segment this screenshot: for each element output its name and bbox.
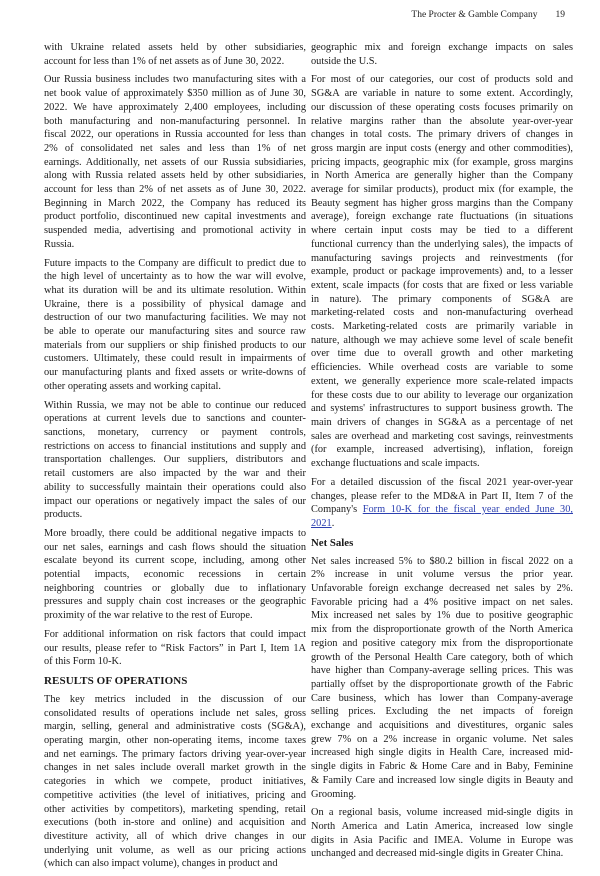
text-line: Future impacts to the Company are difficult to predict due to [44,257,306,269]
text-line: growth of the Personal Health Care category, both of which [311,651,573,663]
text-line: Grooming. [311,788,357,800]
text-line: geographic mix and foreign exchange impacts on sales [311,42,573,53]
text-line: Net sales increased 5% to $80.2 billion in fiscal 2022 on a [311,555,573,567]
text-line: margin, selling, general and administrative costs (SG&A), [44,721,306,733]
text-line: our discussion of these operating costs focuses primarily on [311,101,573,113]
paragraph-cost-drivers [311,73,573,470]
text-line: of this Form 10-K. [44,656,122,668]
text-line: mix from the disproportionate growth of the North America [311,624,573,636]
text-line: neighboring countries or globally due to inflationary [44,582,306,594]
text-line: other activities by competitors), marketing spending, retail [44,803,306,815]
text-line: partially offset by the disproportionate growth of the Fabric [311,678,573,690]
text-line: Unfavorable foreign exchange decreased net sales by 2%. [311,583,573,595]
text-line: unchanged and decreased mid-single digits in Greater China. [311,848,564,860]
text-line: materials from our suppliers or ship finished products to our [44,339,306,351]
text-line: restrictions on access to financial institutions and supply and [44,440,306,452]
text-line: be able to operate our manufacturing sites and source raw [44,326,306,338]
text-line: 2% increase in unit volume versus the prior year. [311,569,573,581]
paragraph-geographic-mix [311,41,573,68]
text-line: manufacturing savings projects and reinvestments (for [311,252,573,264]
paragraph [44,399,306,522]
text-line: nature, although we may achieve some level of scale benefit [311,334,573,346]
text-line: relative margins rather than the absolute year-over-year [311,115,573,127]
text-line: & Family Care and increased low single digits in Beauty and [311,774,573,786]
text-line: Beginning in March 2022, the Company has reduced its [44,197,306,209]
text-line: fiscal 2022, our operations in Russia accounted for less than [44,129,306,141]
text-line: For a detailed discussion of the fiscal 2021 year-over-year [311,476,573,488]
text-line: increased high single digits in Health Care, increased mid- [311,747,573,759]
text-line: 2022. We have approximately 2,400 employees, including [44,101,306,113]
text-line: For most of our categories, our cost of products sold and [311,74,573,86]
text-line: The key metrics included in the discussion of our [44,693,306,705]
text-line [311,503,573,517]
text-line: and systems' infrastructures to support business growth. The [311,403,573,415]
text-fragment: Company's [311,504,363,516]
text-line: pressures and supply chain cost increases or the geographic [44,596,306,608]
text-line: impact our operations or negatively impact the sales of our [44,495,306,507]
text-line: our manufacturing plants and fixed assets or write-downs of [44,367,306,379]
text-line: where certain input costs may be tied to a different [311,225,573,237]
text-line: Favorable pricing had a 4% positive impact on net sales. [311,596,573,608]
text-line: Ukraine, there is a possibility of physical damage and [44,298,306,310]
paragraph [44,527,306,623]
left-column [44,41,306,876]
text-line: grew 7% on a 2% increase in organic volume. Net sales [311,733,573,745]
text-line: 2% of consolidated net sales and less than 1% of net [44,142,306,154]
text-line: both manufacturing and non-manufacturing personnel. In [44,115,306,127]
section-heading-net-sales: Net Sales [311,536,354,549]
section-heading-results-of-operations: RESULTS OF OPERATIONS [44,674,188,687]
text-line: escalate beyond its current scope, including, among other [44,555,306,567]
paragraph-net-sales [311,555,573,802]
text-line: exchange fluctuations and scale impacts. [311,458,480,470]
text-line: what its duration will be and its ultimate resolution. Within [44,284,306,296]
text-line: sanctions, monetary, currency or payment controls, [44,426,306,438]
text-line: (which can also impact volume), changes in product and [44,858,278,870]
text-line: More broadly, there could be additional negative impacts to [44,527,306,539]
text-line: pricing impacts, geographic mix (for example, gross margins [311,156,573,168]
text-line: Our Russia business includes two manufacturing sites with a [44,74,306,86]
paragraph [44,41,306,68]
text-line: Russia. [44,238,75,250]
text-line: functional currency than the underlying sales), the impacts of [311,238,573,250]
text-line: potential impacts, economic recessions in certain [44,569,306,581]
text-line: example, product or package improvements) and, to a lesser [311,266,573,278]
text-line: marketing-related costs and non-manufacturing overhead [311,307,573,319]
right-column [311,41,573,861]
text-fragment: . [331,517,335,529]
text-line: operations at current levels due to sanctions and counter- [44,413,306,425]
form-10k-2021-link-continued[interactable]: 2021 [311,517,332,529]
text-line: for these costs due to our ability to leverage our organization [311,389,573,401]
text-line: product portfolio, discontinued new capital investments and [44,211,306,223]
text-line: other operating assets and working capital. [44,380,221,392]
text-line: divestiture activity, all of which drive changes in our [44,830,306,842]
text-line: changes, please refer to the MD&A in Part II, Item 7 of the [311,490,573,502]
text-line: destruction of our two manufacturing facilities. We may not [44,312,306,324]
page-number: 19 [555,10,565,20]
text-line: Care business, which has lower than Company-average [311,692,573,704]
text-line: main drivers of changes in SG&A as a percentage of net [311,416,573,428]
text-line: suspended media, advertising and promotional activity in [44,225,306,237]
text-line: ability to successfully maintain their operations could also [44,481,306,493]
text-line: the high level of uncertainty as to how the war will evolve, [44,271,306,283]
text-line: over time due to overall growth and other marketing [311,348,573,360]
text-line: our net sales, earnings and cash flows should the situation [44,541,306,553]
text-line: Within Russia, we may not be able to continue our reduced [44,399,306,411]
paragraph [44,628,306,669]
text-line: net book value of approximately $350 million as of June 30, [44,88,306,100]
text-line: Mix increased net sales by 1% due to positive geographic [311,610,573,622]
text-line: earnings. Additionally, net assets of our Russia subsidiaries, [44,156,306,168]
text-line: SG&A are variable in nature to some extent. Accordingly, [311,88,573,100]
text-line: consolidated results of operations include net sales, gross [44,707,306,719]
text-line: For additional information on risk factors that could impact [44,628,306,640]
text-line: selling prices. Excluding the net impacts of foreign [311,706,573,718]
text-line: extent, scale impacts (for costs that are fixed or less variable [311,279,573,291]
text-line: gross margin are input costs (energy and other commodities), [311,142,573,154]
text-line: On a regional basis, volume increased mid-single digits in [311,807,573,819]
page-header [411,10,565,20]
text-line: in nature). The primary components of SG&A are [311,293,573,305]
text-line: extent, we generally experience more scale-related impacts [311,375,573,387]
text-line: North America and Latin America, increased low single [311,820,573,832]
text-line: proximity of the war relative to the rest of Europe. [44,610,253,622]
text-line: have higher than Company-average selling prices. This was [311,665,573,677]
text-line: outside the U.S. [311,55,378,67]
text-line: Beauty segment has higher gross margins than the Company [311,197,573,209]
text-line: competitive activities (the level of initiatives, pricing and [44,789,306,801]
text-line: efficiencies. While overhead costs are variable to some [311,362,573,374]
text-line: region and positive category mix from the disproportionate [311,637,573,649]
text-line: changes in net sales include overall market growth in the [44,762,306,774]
text-line: along with Russia related assets held by other subsidiaries, [44,170,306,182]
text-line: exchange and acquisitions and divestitures, organic sales [311,720,573,732]
text-line: transportation challenges. Our suppliers, distributors and [44,454,306,466]
text-line: account for less than 2% of net assets as of June 30, 2022. [44,184,306,196]
text-line: products. [44,509,83,521]
text-line: in North America are generally higher than the Company [311,170,573,182]
text-line: changes in total costs. The primary drivers of changes in [311,129,573,141]
text-line: account for less than 1% of net assets as of June 30, 2022. [44,55,285,67]
text-line: costs. Marketing-related costs are primarily variable in [311,321,573,333]
text-line: retail customers are also impacted by the war and their [44,468,306,480]
text-line: average for similar products), product mix (for example, the [311,184,573,196]
paragraph-fiscal-2021-reference [311,476,573,531]
text-line: categories in which we compete, product initiatives, [44,776,306,788]
text-line: (for example, increased advertising), inflation, foreign [311,444,573,456]
paragraph [44,73,306,251]
text-line: average), foreign exchange rate fluctuations (in situations [311,211,573,223]
text-line: executions (both in-store and online) and acquisition and [44,817,306,829]
text-line: single digits in Fabric & Home Care and in Baby, Feminine [311,761,573,773]
text-line: with Ukraine related assets held by other subsidiaries, [44,42,306,53]
text-line: customers. Ultimately, these could result in impairments of [44,353,306,365]
paragraph [44,693,306,871]
form-10k-2021-link[interactable]: Form 10-K for the fiscal year ended June 30, [362,504,573,516]
text-line: digits in Asia Pacific and IMEA. Volume in Europe was [311,834,573,846]
paragraph [44,257,306,394]
text-line: sales are overhead and marketing cost savings, reinvestments [311,430,573,442]
text-line: underlying unit volume, as well as our pricing actions [44,844,306,856]
text-line: operating margin, other non-operating items, income taxes [44,735,306,747]
text-line: and net earnings. The primary factors driving year-over-year [44,748,306,760]
text-line: our results, please refer to “Risk Factors” in Part I, Item 1A [44,642,306,654]
paragraph-regional-volume [311,806,573,861]
company-name: The Procter & Gamble Company [411,10,538,20]
text-line [311,517,573,531]
